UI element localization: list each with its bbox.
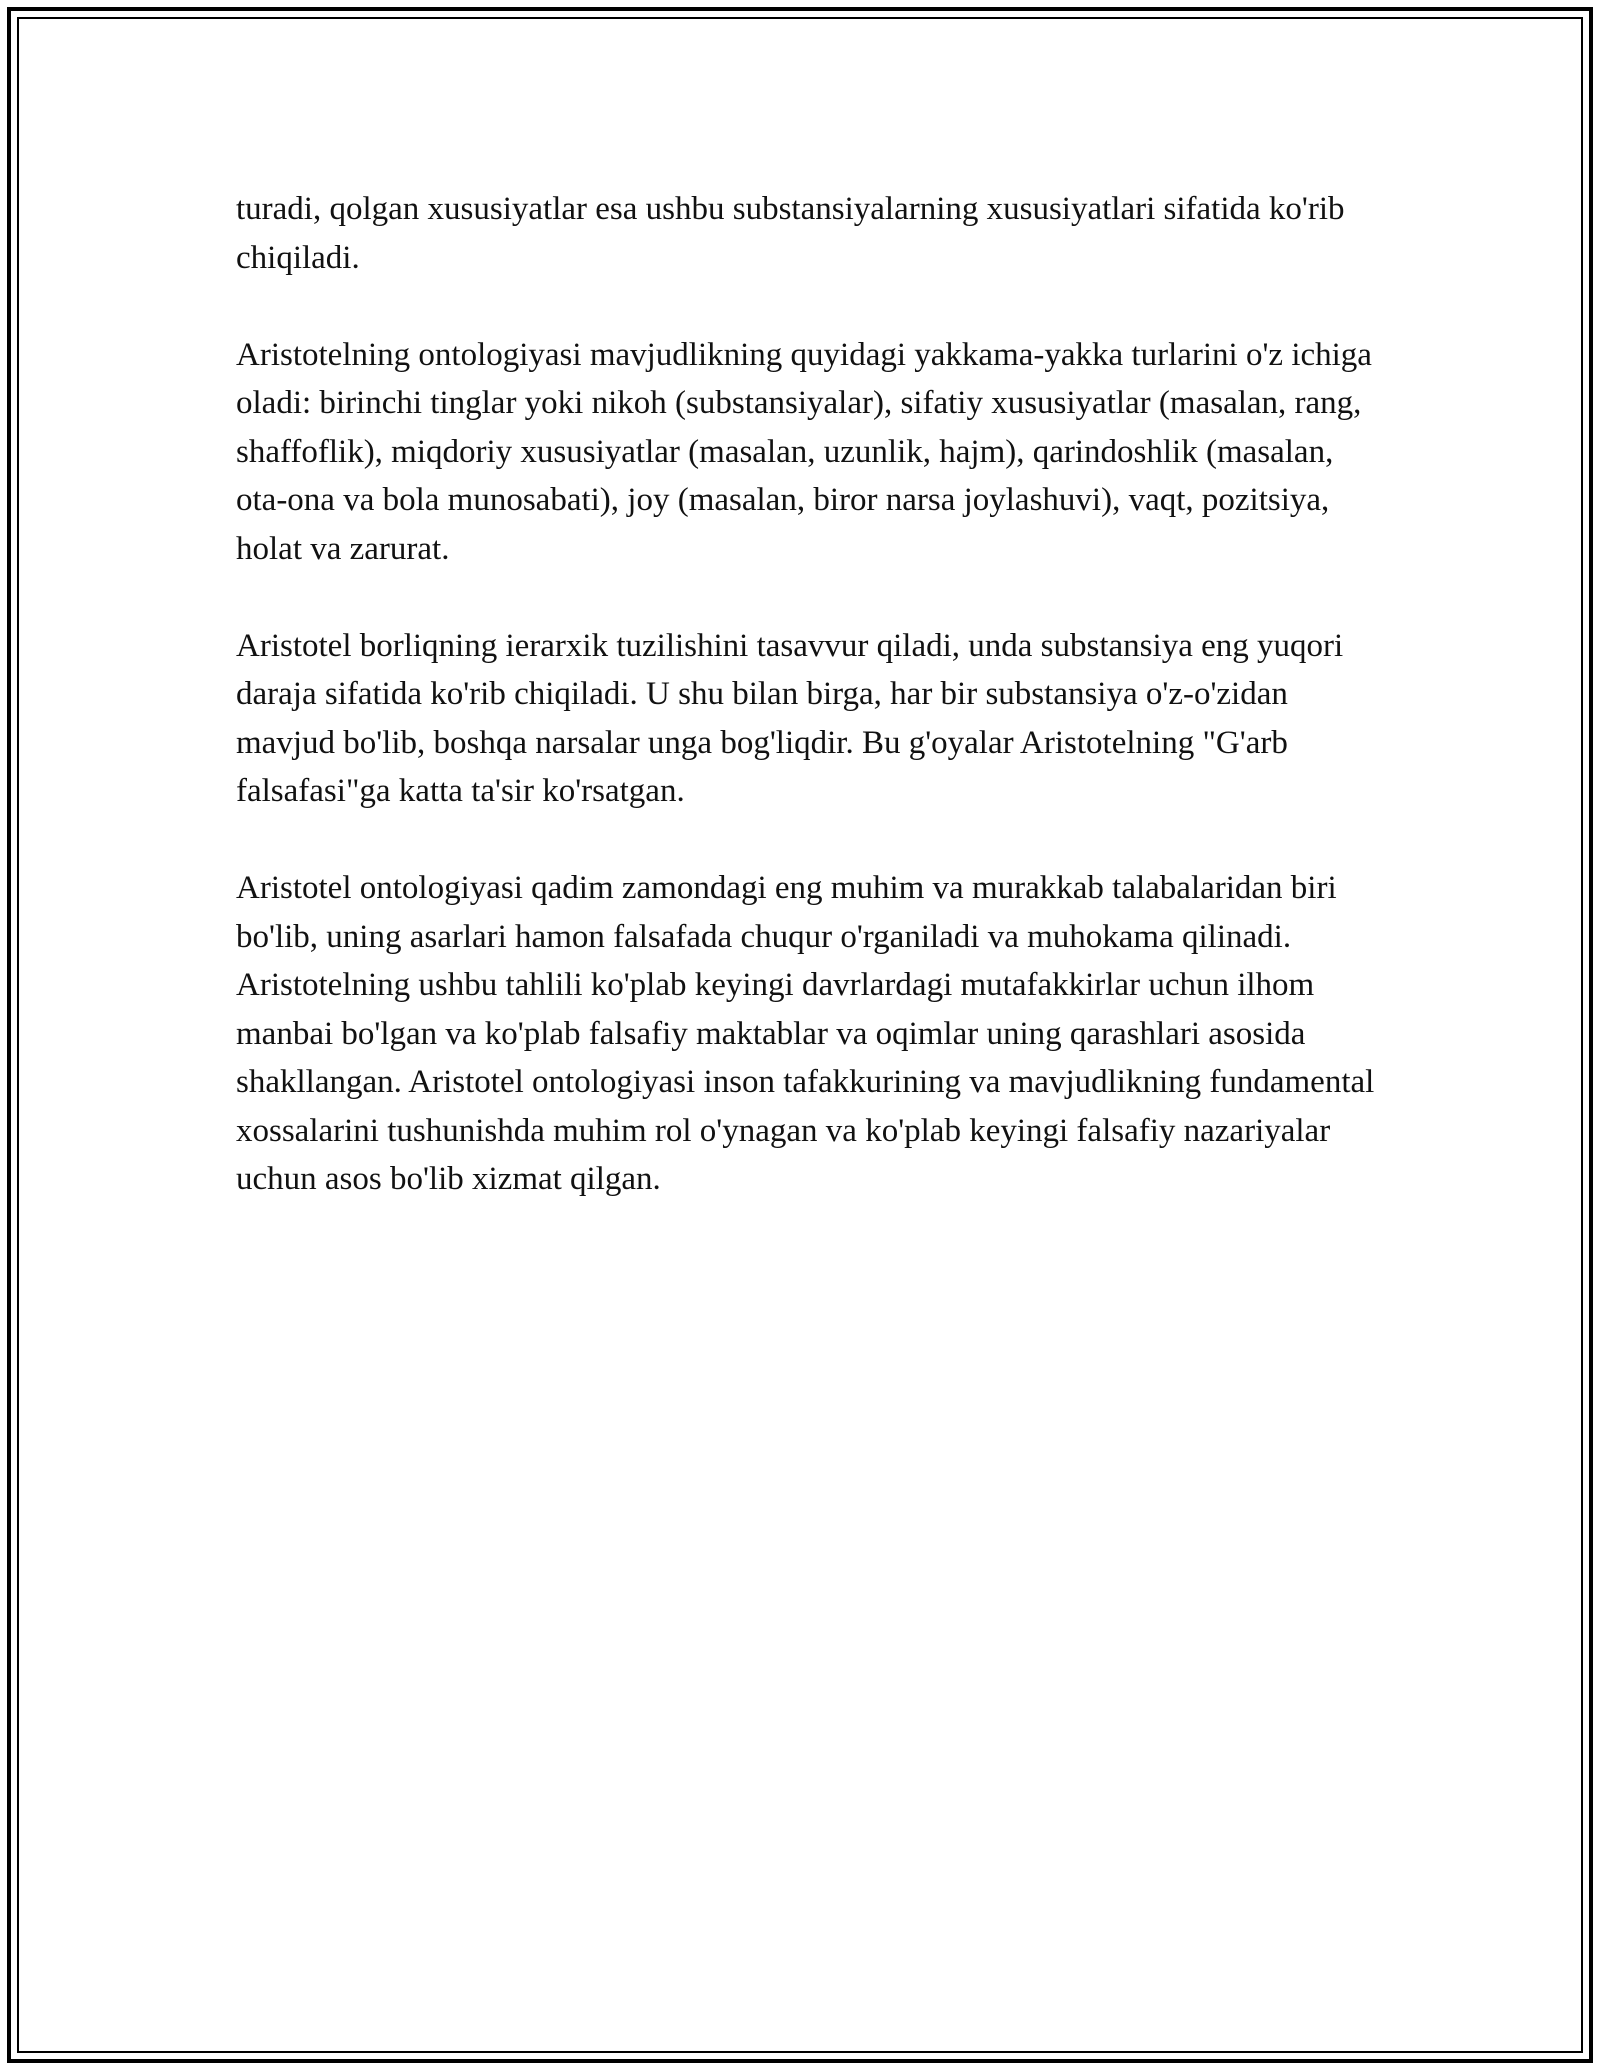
document-body (236, 185, 1386, 1252)
paragraph: Aristotel ontologiyasi qadim zamondagi eng muhim va murakkab talabalaridan biri bo'lib, uning asarlari hamon falsafada chuqur o'rganiladi va muhokama qilinadi. Aristotelning ushbu tahlili ko'plab keyingi davrlardagi mutafakkirlar uchun ilhom manbai bo'lgan va ko'plab falsafiy maktablar va oqimlar uning qarashlari asosida shakllangan. Aristotel ontologiyasi inson tafakkurining va mavjudlikning fundamental xossalarini tushunishda muhim rol o'ynagan va ko'plab keyingi falsafiy nazariyalar uchun asos bo'lib xizmat qilgan. (236, 870, 1375, 1197)
paragraph: Aristotelning ontologiyasi mavjudlikning quyidagi yakkama-yakka turlarini o'z ichiga oladi: birinchi tinglar yoki nikoh (substansiyalar), sifatiy xususiyatlar (masalan, rang, shaffoflik), miqdoriy xususiyatlar (masalan, uzunlik, hajm), qarindoshlik (masalan, ota-ona va bola munosabati), joy (masalan, biror narsa joylashuvi), vaqt, pozitsiya, holat va zarurat. (236, 336, 1372, 567)
paragraph: turadi, qolgan xususiyatlar esa ushbu substansiyalarning xususiyatlari sifatida ko'rib chiqiladi. (236, 191, 1345, 276)
paragraph: Aristotel borliqning ierarxik tuzilishini tasavvur qiladi, unda substansiya eng yuqori daraja sifatida ko'rib chiqiladi. U shu bilan birga, har bir substansiya o'z-o'zidan mavjud bo'lib, boshqa narsalar unga bog'liqdir. Bu g'oyalar Aristotelning "G'arb falsafasi"ga katta ta'sir ko'rsatgan. (236, 627, 1344, 809)
